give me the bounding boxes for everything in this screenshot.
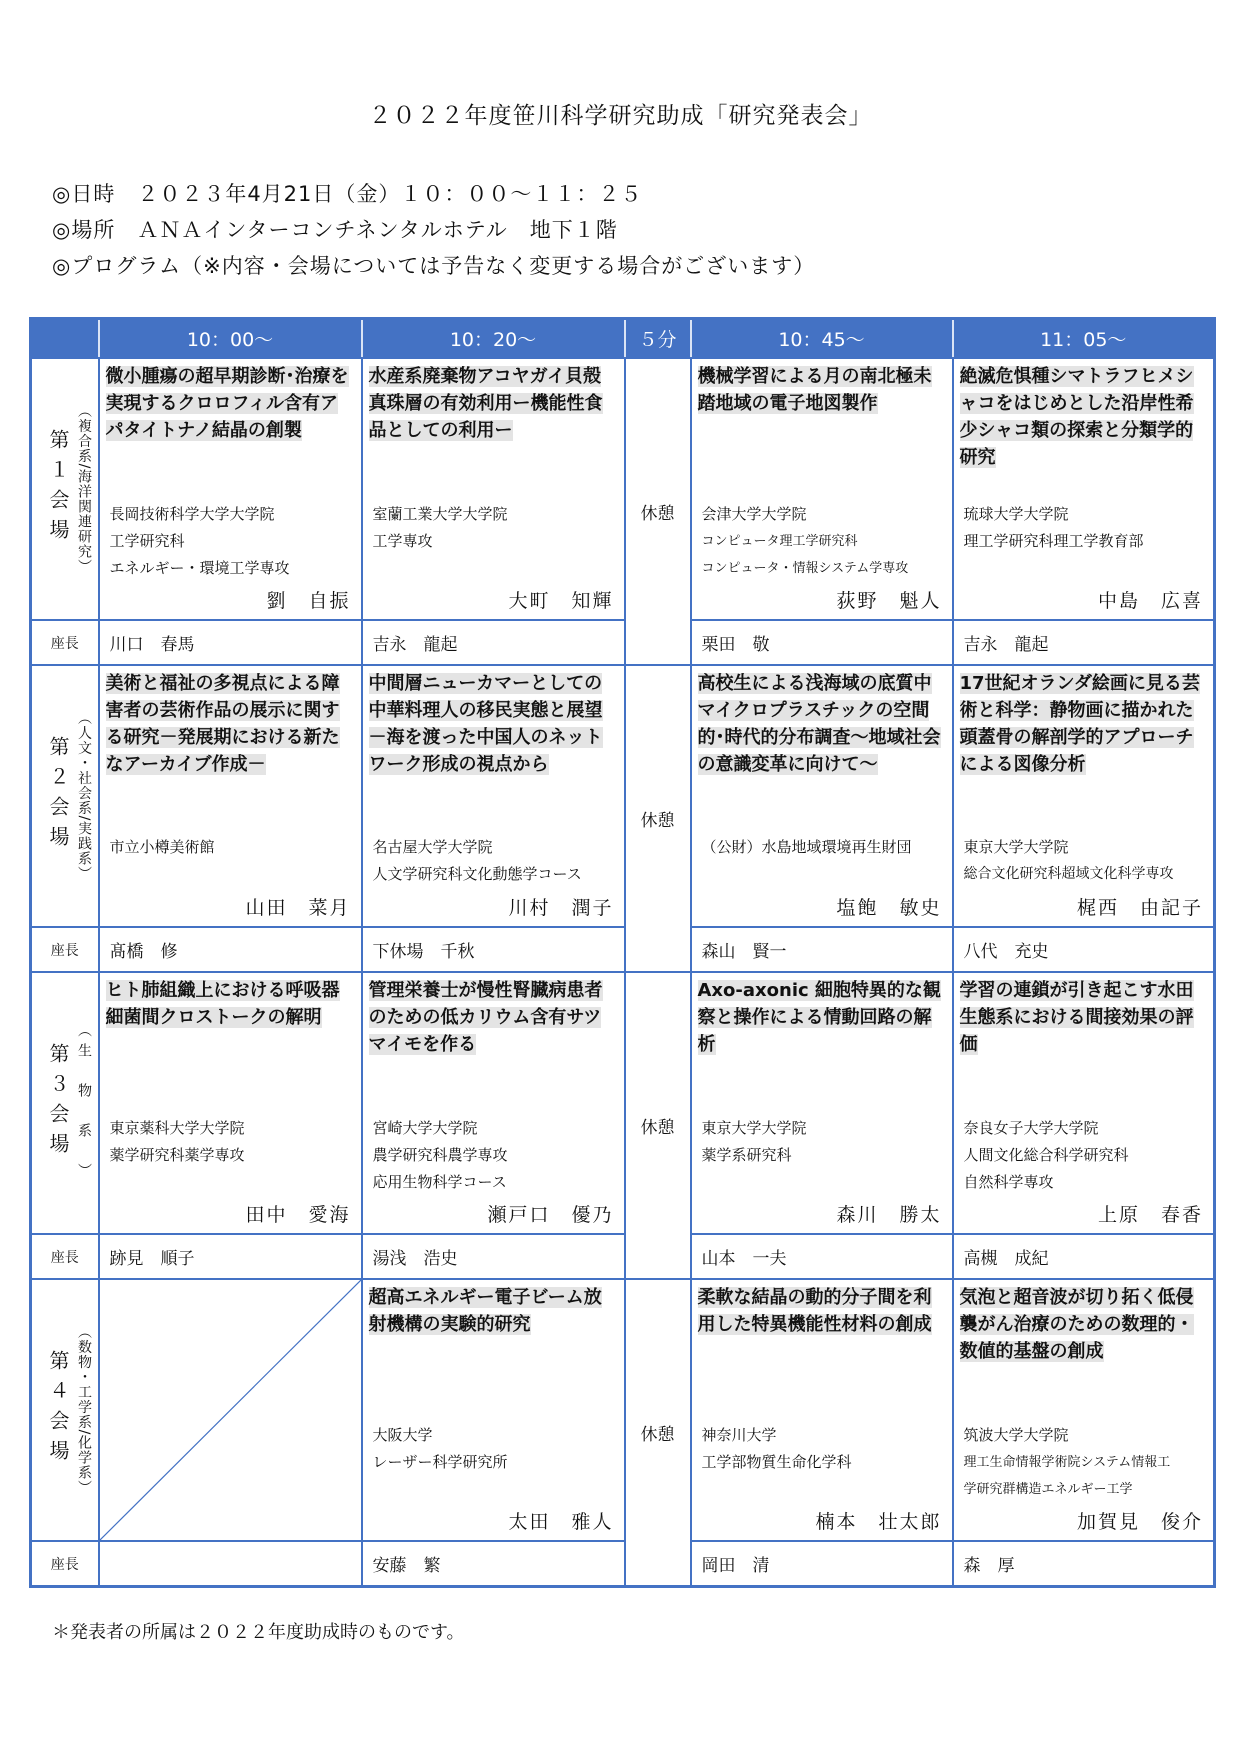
presenter-affiliation: 会津大学大学院 コンピュータ理工学研究科 コンピュータ・情報システム学専攻 [701,505,909,576]
venue-row [31,665,1215,927]
presenter-name: 梶西 由記子 [1076,897,1203,919]
venue-row [31,358,1215,620]
presenter-name: 大町 知輝 [508,590,614,612]
header-break: ５分 [625,319,691,359]
chair-label: 座長 [31,1234,99,1279]
header-blank [31,319,99,359]
presentation-title: 気泡と超音波が切り拓く低侵襲がん治療のための数理的・数値的基盤の創成 [959,1287,1194,1362]
presenter-name: 太田 雅人 [508,1511,614,1533]
session-cell [953,1279,1215,1541]
presenter-affiliation: 室蘭工業大学大学院 工学専攻 [372,505,508,550]
presenter-name: 塩飽 敏史 [836,897,942,919]
presentation-title: 水産系廃棄物アコヤガイ貝殻真珠層の有効利用ー機能性食品としての利用ー [368,366,603,441]
presenter-affiliation: 名古屋大学大学院 人文学研究科文化動態学コース [372,838,582,883]
presenter-affiliation: 琉球大学大学院 理工学研究科理工学教育部 [963,505,1144,550]
presentation-title: Axo-axonic 細胞特異的な観察と操作による情動回路の解析 [697,980,941,1055]
chair-name: 森 厚 [953,1541,1215,1587]
session-cell [953,972,1215,1234]
presenter-name: 田中 愛海 [245,1204,351,1226]
venue-label [31,358,99,620]
session-cell [953,358,1215,620]
chair-row [31,1541,1215,1587]
session-cell [362,1279,625,1541]
header-time-1: 10：00～ [99,319,362,359]
presenter-name: 中島 広喜 [1097,590,1203,612]
session-cell [99,972,362,1234]
presenter-affiliation: 東京大学大学院 薬学系研究科 [701,1119,807,1164]
presenter-affiliation: 筑波大学大学院 理工生命情報学術院システム情報工 学研究群構造エネルギー工学 [963,1426,1171,1497]
venue-label [31,665,99,927]
header-time-4: 11：05～ [953,319,1215,359]
break-cell: 休憩 [625,665,691,972]
schedule-header-row [31,319,1215,359]
chair-name: 川口 春馬 [99,620,362,665]
empty-slot [99,1279,362,1541]
presenter-name: 瀬戸口 優乃 [487,1204,614,1226]
presentation-title: 学習の連鎖が引き起こす水田生態系における間接効果の評価 [959,980,1194,1055]
chair-name: 吉永 龍起 [362,620,625,665]
venue-name: 第３会場 [46,1043,70,1163]
presentation-title: 機械学習による月の南北極未踏地域の電子地図製作 [697,366,932,414]
info-program: ◎プログラム（※内容・会場については予告なく変更する場合がございます） [52,254,816,278]
presenter-affiliation: 宮崎大学大学院 農学研究科農学専攻 応用生物科学コース [372,1119,508,1191]
presenter-name: 加賀見 俊介 [1076,1511,1203,1533]
venue-label [31,1279,99,1541]
presenter-affiliation: 東京大学大学院 総合文化研究科超域文化科学専攻 [963,838,1174,882]
presentation-title: 絶滅危惧種シマトラフヒメシャコをはじめとした沿岸性希少シャコ類の探索と分類学的研究 [959,366,1194,468]
presentation-title: 高校生による浅海域の底質中マイクロプラスチックの空間的･時代的分布調査～地域社会の意識変革に向けて～ [697,673,941,775]
venue-name: 第１会場 [46,429,70,549]
page-title: ２０２２年度笹川科学研究助成「研究発表会」 [368,103,873,129]
empty-slot-diagonal [100,1280,361,1540]
chair-name: 高槻 成紀 [953,1234,1215,1279]
presenter-name: 山田 菜月 [245,897,351,919]
presentation-title: 中間層ニューカマーとしての中華料理人の移民実態と展望－海を渡った中国人のネットワーク形成の視点から [368,673,603,775]
chair-label: 座長 [31,1541,99,1587]
presenter-name: 荻野 魁人 [836,590,942,612]
chair-name: 下休場 千秋 [362,927,625,972]
header-time-3: 10：45～ [691,319,953,359]
presenter-name: 上原 春香 [1097,1204,1203,1226]
session-cell [362,972,625,1234]
venue-category: （数物・工学系/化学系） [76,1324,92,1496]
chair-name: 吉永 龍起 [953,620,1215,665]
header-time-2: 10：20～ [362,319,625,359]
presenter-affiliation: 大阪大学 レーザー科学研究所 [372,1426,508,1471]
session-cell [953,665,1215,927]
chair-name: 山本 一夫 [691,1234,953,1279]
presentation-title: 管理栄養士が慢性腎臓病患者のための低カリウム含有サツマイモを作る [368,980,603,1055]
presenter-affiliation: 市立小樽美術館 [109,838,215,856]
session-cell [99,665,362,927]
chair-name: 跡見 順子 [99,1234,362,1279]
chair-name: 森山 賢一 [691,927,953,972]
chair-name: 岡田 清 [691,1541,953,1587]
session-cell [691,972,953,1234]
venue-category: （生 物 系 ） [76,1023,92,1183]
chair-name: 髙橋 修 [99,927,362,972]
chair-name: 湯浅 浩史 [362,1234,625,1279]
presenter-name: 川村 潤子 [508,897,614,919]
presentation-title: 超高エネルギー電子ビーム放射機構の実験的研究 [368,1287,602,1335]
info-place: ◎場所 ＡＮＡインターコンチネンタルホテル 地下１階 [52,218,618,242]
chair-name: 八代 充史 [953,927,1215,972]
info-datetime: ◎日時 ２０２３年4月21日（金）１０：００～１１：２５ [52,182,643,206]
venue-category: （人文・社会系/実践系） [76,710,92,882]
presenter-name: 楠本 壮太郎 [815,1511,942,1533]
presenter-affiliation: 東京薬科大学大学院 薬学研究科薬学専攻 [109,1119,245,1164]
footnote: ＊発表者の所属は２０２２年度助成時のものです。 [52,1622,465,1643]
presenter-affiliation: 長岡技術科学大学大学院 工学研究科 エネルギー・環境工学専攻 [109,505,290,577]
presentation-title: ヒト肺組織上における呼吸器細菌間クロストークの解明 [105,980,340,1028]
venue-name: 第２会場 [46,736,70,856]
chair-row [31,1234,1215,1279]
session-cell [691,1279,953,1541]
presenter-name: 劉 自振 [266,590,351,612]
presenter-affiliation: （公財）水島地域環境再生財団 [701,838,912,856]
chair-row [31,620,1215,665]
venue-row [31,1279,1215,1541]
session-cell [691,358,953,620]
break-cell: 休憩 [625,1279,691,1587]
break-cell: 休憩 [625,972,691,1279]
chair-name: 栗田 敬 [691,620,953,665]
chair-label: 座長 [31,927,99,972]
chair-row [31,927,1215,972]
session-cell [691,665,953,927]
presenter-affiliation: 奈良女子大学大学院 人間文化総合科学研究科 自然科学専攻 [963,1119,1129,1191]
chair-label: 座長 [31,620,99,665]
venue-category: （複合系/海洋関連研究） [76,403,92,575]
venue-row [31,972,1215,1234]
presentation-title: 美術と福祉の多視点による障害者の芸術作品の展示に関する研究－発展期における新たなアーカイブ作成－ [105,673,340,775]
session-cell [362,358,625,620]
presenter-affiliation: 神奈川大学 工学部物質生命化学科 [701,1426,852,1471]
venue-name: 第４会場 [46,1350,70,1470]
chair-name: 安藤 繁 [362,1541,625,1587]
break-cell: 休憩 [625,358,691,665]
venue-label [31,972,99,1234]
session-cell [99,358,362,620]
presentation-title: 17世紀オランダ絵画に見る芸術と科学：静物画に描かれた頭蓋骨の解剖学的アプローチによる図像分析 [959,673,1200,775]
chair-name-empty [99,1541,362,1587]
presentation-title: 微小腫瘍の超早期診断･治療を実現するクロロフィル含有アパタイトナノ結晶の創製 [105,366,349,441]
session-cell [362,665,625,927]
schedule-table [29,317,1216,1588]
presenter-name: 森川 勝太 [836,1204,942,1226]
presentation-title: 柔軟な結晶の動的分子間を利用した特異機能性材料の創成 [697,1287,932,1335]
